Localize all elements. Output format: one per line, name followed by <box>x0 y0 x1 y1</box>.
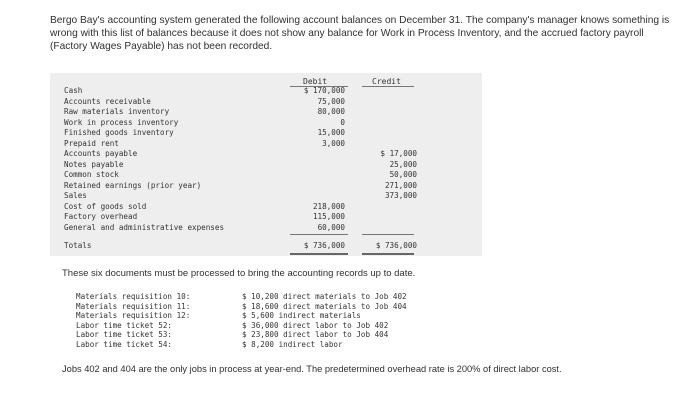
document-name: Labor time ticket 54: <box>76 340 173 349</box>
account-row <box>64 139 484 150</box>
closing-note-text: Jobs 402 and 404 are the only jobs in process at year-end. The predetermined overhead rate is 200% of direct labor cost. <box>62 364 562 374</box>
account-row <box>64 118 484 129</box>
account-row <box>64 202 484 213</box>
account-row <box>64 223 484 234</box>
account-name: Accounts payable <box>64 149 138 158</box>
debit-amount: 218,000 <box>312 201 345 211</box>
document-row <box>76 302 496 312</box>
credit-amount: 271,000 <box>384 180 417 190</box>
document-description: $ 23,800 direct labor to Job 404 <box>242 330 389 340</box>
source-documents-panel <box>62 290 482 352</box>
document-description: $ 36,000 direct labor to Job 402 <box>242 320 389 330</box>
account-row <box>64 128 484 139</box>
account-row <box>64 160 484 171</box>
document-name: Materials requisition 11: <box>76 301 191 311</box>
account-row <box>64 107 484 118</box>
document-name: Materials requisition 10: <box>76 292 191 301</box>
account-name: Sales <box>64 191 87 200</box>
account-name: General and administrative expenses <box>64 222 225 232</box>
document-row <box>76 311 496 321</box>
account-row <box>64 97 484 108</box>
debit-amount: 80,000 <box>317 107 345 116</box>
credit-amount: 25,000 <box>389 159 417 169</box>
document-row <box>76 321 496 331</box>
debit-amount: $ 736,000 <box>303 241 345 250</box>
credit-amount: $ 736,000 <box>375 241 417 250</box>
account-name: Prepaid rent <box>64 138 119 148</box>
problem-intro-text: Bergo Bay's accounting system generated the following account balances on December 31. The company's manager knows something is wrong with this list of balances because it does not show any balance for Work in Process Inventory, and the accrued factory payroll (Factory Wages Payable) has not been recorded. <box>50 15 670 52</box>
document-name: Materials requisition 12: <box>76 311 191 321</box>
document-name: Labor time ticket 53: <box>76 330 173 340</box>
account-row <box>64 86 484 97</box>
debit-amount: 0 <box>340 117 345 127</box>
documents-intro-text: These six documents must be processed to bring the accounting records up to date. <box>62 268 416 279</box>
document-description: $ 18,600 direct materials to Job 404 <box>242 301 407 311</box>
debit-amount: 3,000 <box>322 138 345 148</box>
debit-amount: 60,000 <box>317 222 345 232</box>
account-row <box>64 212 484 223</box>
document-name: Labor time ticket 52: <box>76 320 173 330</box>
debit-amount: $ 170,000 <box>303 86 345 95</box>
account-name: Factory overhead <box>64 212 138 221</box>
credit-amount: $ 17,000 <box>380 149 417 158</box>
debit-double-rule <box>290 253 348 255</box>
account-name: Common stock <box>64 170 119 179</box>
account-name: Finished goods inventory <box>64 128 174 137</box>
account-name: Cost of goods sold <box>64 201 147 211</box>
document-description: $ 10,200 direct materials to Job 402 <box>242 292 407 301</box>
account-name: Retained earnings (prior year) <box>64 180 202 190</box>
debit-amount: 115,000 <box>312 212 345 221</box>
account-name: Work in process inventory <box>64 117 179 127</box>
credit-total-rule <box>362 234 414 235</box>
document-description: $ 8,200 indirect labor <box>242 340 343 349</box>
document-row <box>76 330 496 340</box>
debit-column-header: Debit <box>303 77 328 86</box>
debit-total-rule <box>290 234 348 235</box>
document-row <box>76 292 496 302</box>
credit-amount: 373,000 <box>384 191 417 200</box>
account-name: Raw materials inventory <box>64 107 170 116</box>
debit-amount: 15,000 <box>317 128 345 137</box>
credit-double-rule <box>362 253 414 255</box>
account-name: Notes payable <box>64 159 124 169</box>
account-row <box>64 170 484 181</box>
trial-balance-panel <box>50 73 482 256</box>
account-row <box>64 181 484 192</box>
debit-amount: 75,000 <box>317 96 345 106</box>
document-description: $ 5,600 indirect materials <box>242 311 361 321</box>
account-row <box>64 191 484 202</box>
credit-column-header: Credit <box>372 77 401 86</box>
credit-amount: 50,000 <box>389 170 417 179</box>
totals-row <box>64 241 484 252</box>
document-row <box>76 340 496 350</box>
account-name: Totals <box>64 241 92 250</box>
account-row <box>64 149 484 160</box>
account-name: Accounts receivable <box>64 96 151 106</box>
account-name: Cash <box>64 86 83 95</box>
